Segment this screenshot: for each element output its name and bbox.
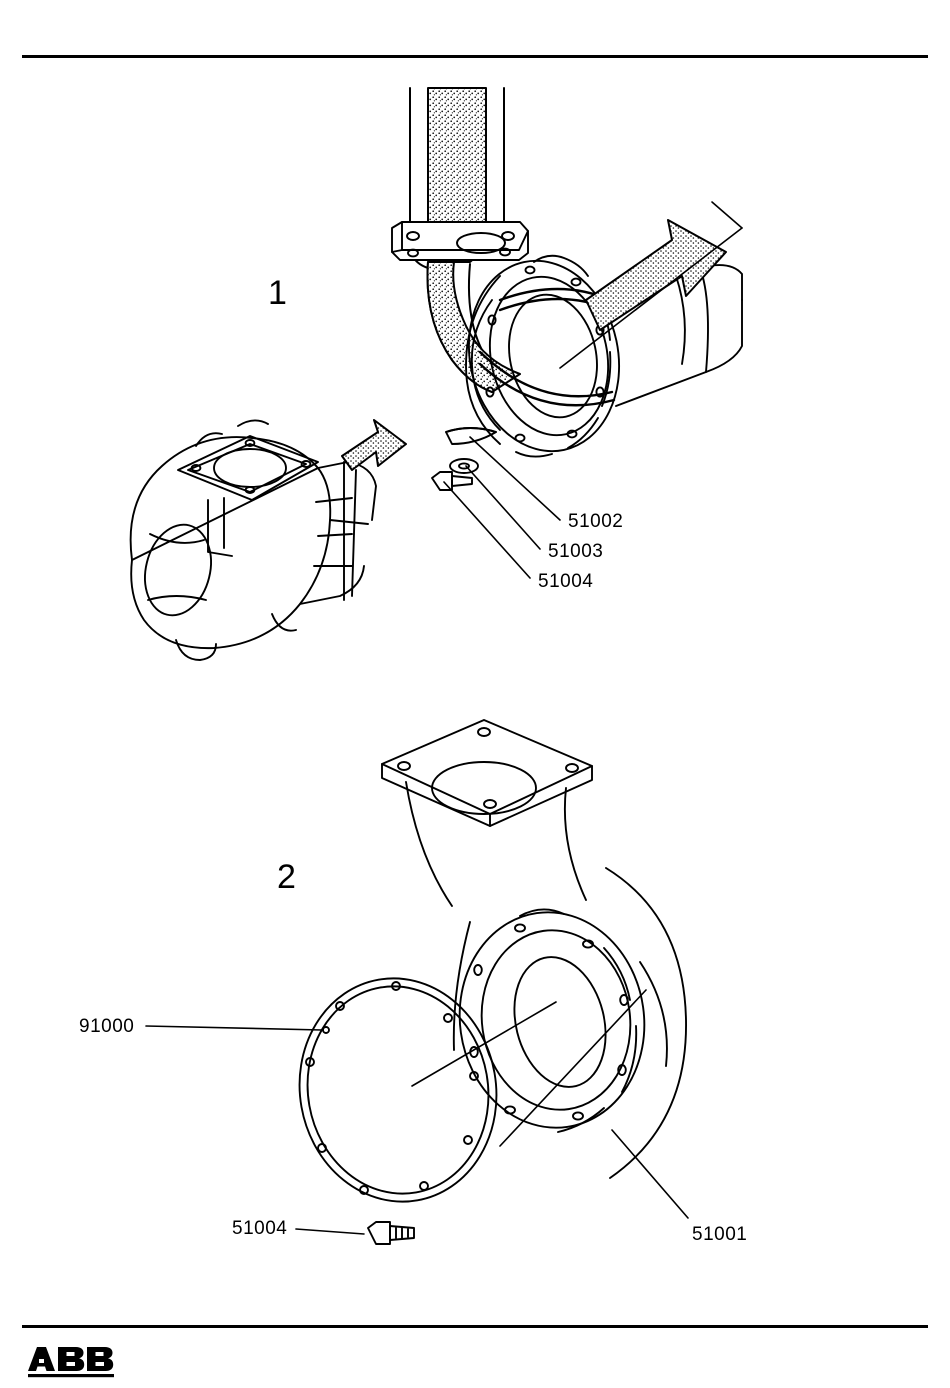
figure-number-1: 1: [268, 274, 287, 312]
callout-51004-fig1: 51004: [538, 571, 594, 592]
callout-91000: 91000: [79, 1016, 135, 1037]
callout-51003: 51003: [548, 541, 604, 562]
footer-rule: [22, 1325, 928, 1328]
callout-51002: 51002: [568, 511, 624, 532]
callout-51001: 51001: [692, 1224, 748, 1245]
callout-51004-fig2: 51004: [232, 1218, 288, 1239]
figure-number-2: 2: [277, 858, 296, 896]
abb-logo: [26, 1345, 120, 1379]
